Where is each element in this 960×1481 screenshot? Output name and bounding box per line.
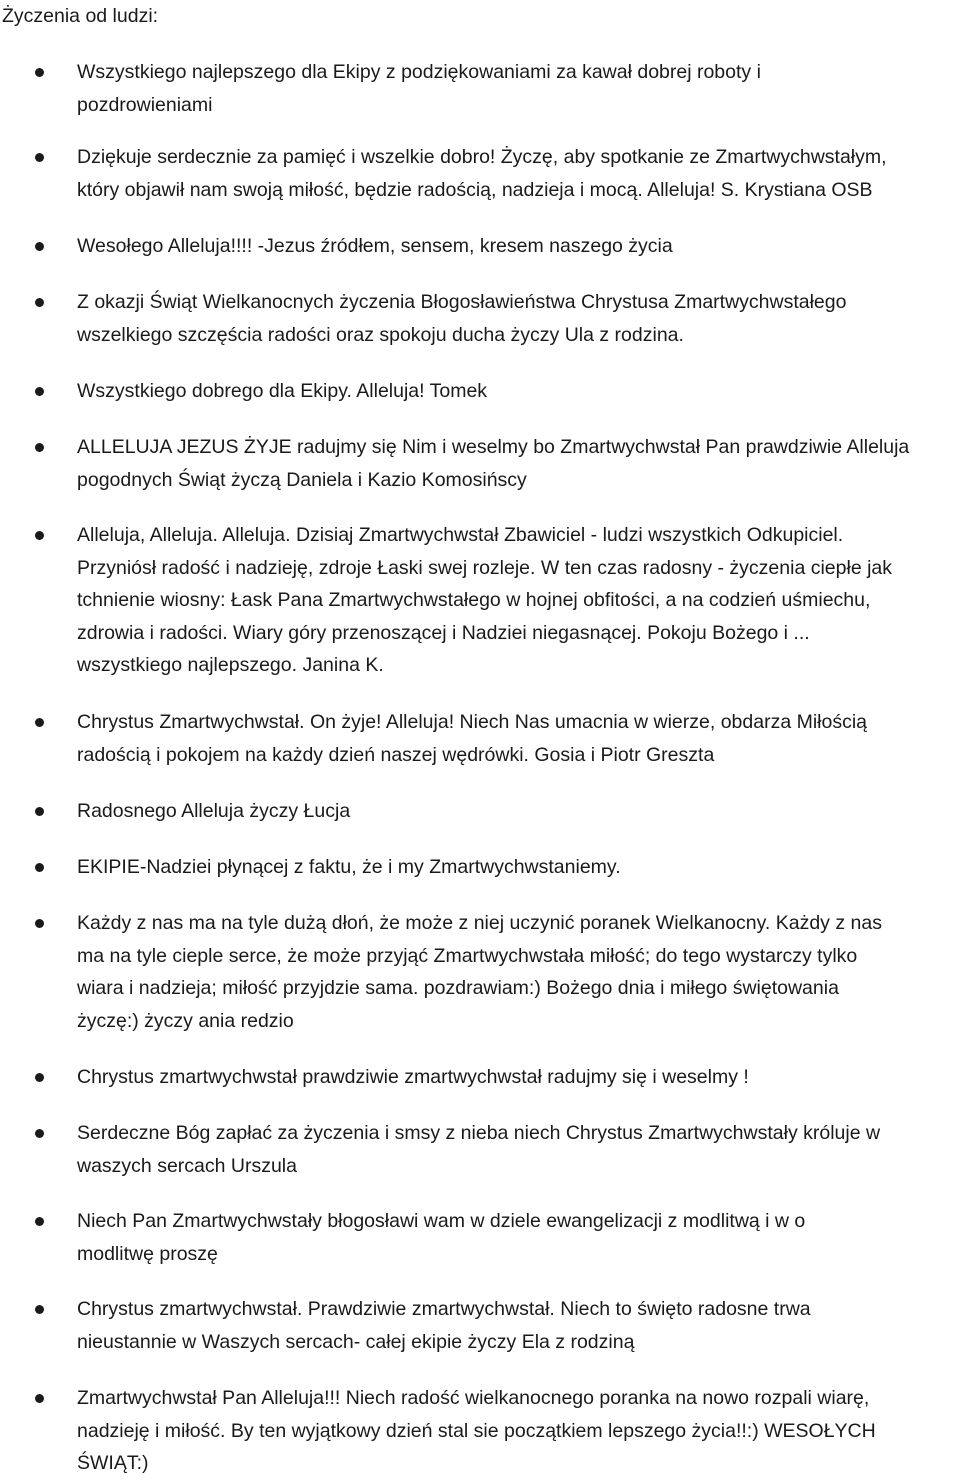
- wish-line: Chrystus zmartwychwstał prawdziwie zmartwychwstał radujmy się i weselmy !: [77, 1066, 749, 1088]
- bullet-icon: [35, 718, 44, 727]
- wish-line: nieustannie w Waszych sercach- całej ekipie życzy Ela z rodziną: [77, 1330, 635, 1353]
- wish-text: [77, 286, 959, 351]
- wish-line: Niech Pan Zmartwychwstały błogosławi wam w dziele ewangelizacji z modlitwą i w o: [77, 1210, 806, 1232]
- bullet-icon: [35, 1394, 44, 1403]
- bullet-icon: [35, 298, 44, 307]
- wish-text: [77, 1117, 959, 1182]
- wish-line: Z okazji Świąt Wielkanocnych życzenia Błogosławieństwa Chrystusa Zmartwychwstałego: [77, 291, 847, 313]
- wish-line: Alleluja, Alleluja. Alleluja. Dzisiaj Zmartwychwstał Zbawiciel - ludzi wszystkich Odkupiciel.: [77, 524, 844, 546]
- wish-line: życzę:) życzy ania redzio: [77, 1009, 294, 1032]
- wish-line: który objawił nam swoją miłość, będzie radością, nadzieja i mocą. Alleluja! S. Krystiana OSB: [77, 178, 873, 201]
- wish-text: [77, 230, 959, 263]
- bullet-icon: [35, 443, 44, 452]
- wish-line: Przyniósł radość i nadzieję, zdroje Łaski swej rozleje. W ten czas radosny - życzenia ciepłe jak: [77, 556, 893, 579]
- wish-text: [77, 1382, 959, 1480]
- wish-text: [77, 706, 959, 771]
- wish-text: [77, 519, 959, 682]
- wish-line: Serdeczne Bóg zapłać za życzenia i smsy z nieba niech Chrystus Zmartwychwstały króluje w: [77, 1122, 881, 1144]
- wish-line: EKIPIE-Nadziei płynącej z faktu, że i my Zmartwychwstaniemy.: [77, 856, 621, 878]
- wish-line: radością i pokojem na każdy dzień naszej wędrówki. Gosia i Piotr Greszta: [77, 743, 715, 766]
- wish-line: wszystkiego najlepszego. Janina K.: [77, 654, 384, 676]
- wish-line: modlitwę proszę: [77, 1242, 218, 1265]
- wish-line: ŚWIĄT:): [77, 1452, 149, 1474]
- wish-text: [77, 907, 959, 1037]
- wish-text: [77, 795, 959, 828]
- bullet-icon: [35, 387, 44, 396]
- bullet-icon: [35, 919, 44, 928]
- wish-text: [77, 431, 959, 496]
- wish-line: ALLELUJA JEZUS ŻYJE radujmy się Nim i weselmy bo Zmartwychwstał Pan prawdziwie Alleluja: [77, 436, 910, 458]
- wish-text: [77, 1205, 959, 1270]
- document-heading: Życzenia od ludzi:: [2, 5, 159, 27]
- wish-line: pozdrowieniami: [77, 93, 213, 116]
- wish-line: nadzieję i miłość. By ten wyjątkowy dzień stal sie początkiem lepszego życia!!:) WESOŁYCH: [77, 1419, 876, 1442]
- bullet-icon: [35, 68, 44, 77]
- wish-line: Wszystkiego najlepszego dla Ekipy z podziękowaniami za kawał dobrej roboty i: [77, 61, 761, 83]
- wish-line: ma na tyle cieple serce, że może przyjąć Zmartwychwstała miłość; do tego wystarczy tylko: [77, 944, 858, 967]
- bullet-icon: [35, 1129, 44, 1138]
- bullet-icon: [35, 531, 44, 540]
- wish-text: [77, 1061, 959, 1094]
- wish-line: wiara i nadzieja; miłość przyjdzie sama. pozdrawiam:) Bożego dnia i miłego świętowania: [77, 977, 839, 999]
- bullet-icon: [35, 1305, 44, 1314]
- wish-line: pogodnych Świąt życzą Daniela i Kazio Komosińscy: [77, 468, 527, 491]
- wish-text: [77, 1293, 959, 1358]
- wish-line: tchnienie wiosny: Łask Pana Zmartwychwstałego w hojnej obfitości, a na codzień uśmiechu,: [77, 589, 871, 611]
- bullet-icon: [35, 1217, 44, 1226]
- wish-line: waszych sercach Urszula: [77, 1154, 297, 1177]
- bullet-icon: [35, 1073, 44, 1082]
- bullet-icon: [35, 863, 44, 872]
- bullet-icon: [35, 153, 44, 162]
- wish-line: Chrystus Zmartwychwstał. On żyje! Alleluja! Niech Nas umacnia w wierze, obdarza Miłością: [77, 711, 868, 733]
- wish-text: [77, 141, 959, 206]
- wish-line: Radosnego Alleluja życzy Łucja: [77, 800, 351, 822]
- wish-line: Wszystkiego dobrego dla Ekipy. Alleluja! Tomek: [77, 380, 488, 402]
- wish-line: Wesołego Alleluja!!!! -Jezus źródłem, sensem, kresem naszego życia: [77, 235, 673, 257]
- wish-line: Każdy z nas ma na tyle dużą dłoń, że może z niej uczynić poranek Wielkanocny. Każdy z nas: [77, 912, 882, 934]
- bullet-icon: [35, 807, 44, 816]
- wish-line: Dziękuje serdecznie za pamięć i wszelkie dobro! Życzę, aby spotkanie ze Zmartwychwstałym,: [77, 146, 887, 168]
- wish-text: [77, 851, 959, 884]
- wish-line: Chrystus zmartwychwstał. Prawdziwie zmartwychwstał. Niech to święto radosne trwa: [77, 1298, 811, 1320]
- bullet-icon: [35, 242, 44, 251]
- wish-line: wszelkiego szczęścia radości oraz spokoju ducha życzy Ula z rodzina.: [77, 323, 684, 346]
- wish-text: [77, 375, 959, 408]
- wish-text: [77, 56, 959, 121]
- wish-line: Zmartwychwstał Pan Alleluja!!! Niech radość wielkanocnego poranka na nowo rozpali wiarę,: [77, 1387, 870, 1409]
- wish-line: zdrowia i radości. Wiary góry przenoszącej i Nadziei niegasnącej. Pokoju Bożego i ...: [77, 621, 810, 644]
